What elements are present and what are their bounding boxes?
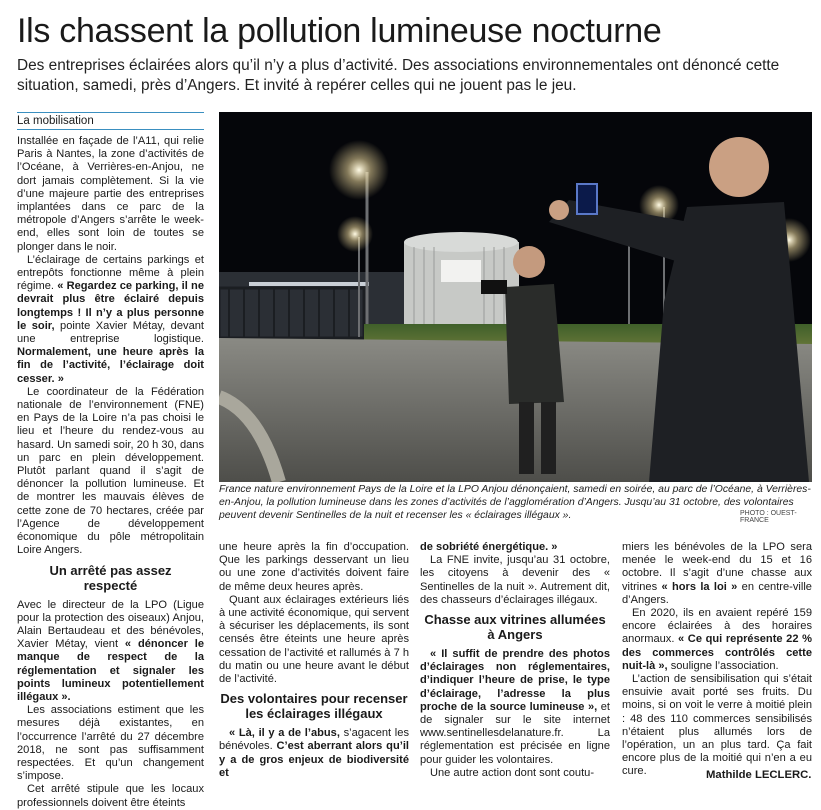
quote: « Il suffit de prendre des photos d’éclairages non réglementaires, d’indiquer l’heure de prise, le type d’éclairage, l’adresse la plus proche de la source lumineuse », <box>420 648 610 713</box>
quote: « Regardez ce parking, il ne devrait plus être éclairé depuis longtemps ! Il n’y a plus personne le soir, <box>17 280 205 332</box>
night-scene-illustration <box>219 112 812 482</box>
paragraph: Les associations estiment que les mesures déjà existantes, en l’occurrence l’arrêté du 27 décembre 2018, ne sont pas suffisamment respectées. Et qu’un changement s’impose. <box>17 704 204 783</box>
quote: de sobriété énergétique. » <box>420 541 558 553</box>
paragraph: L’action de sensibilisation qui s’était ensuivie avait porté ses fruits. Du moins, si on voit le verre à moitié plein : 48 des 110 commerces sensibilisés n’étaient plus allumés lors de l’opération, un an plus tard. Ça fait encore plus de la moitié qui n’en a eu cure. <box>622 673 812 778</box>
subheading: Des volontaires pour recenser les éclairages illégaux <box>220 691 408 722</box>
quote: Normalement, une heure après la fin de l’activité, l’éclairage doit cesser. » <box>17 346 204 385</box>
paragraph: Le coordinateur de la Fédération nationale de l’environnement (FNE) en Pays de la Loire n’a pas choisi le lieu et l’heure du rendez-vous au hasard. Un samedi soir, 20 h 30, dans un parc en plein développement. Plutôt parlant quand il s’agit de dénoncer la pollution lumineuse. Et de montrer les mauvais élèves de cette zone de 70 hectares, créée par l’Agence de développement économique du pôle métropolitain Loire Angers. <box>17 385 204 557</box>
subheading: Chasse aux vitrines allumées à Angers <box>424 612 606 643</box>
paragraph: « Il suffit de prendre des photos d’éclairages non réglementaires, d’indiquer l’heure de prise, le type d’éclairage, l’adresse la plus proche de la source lumineuse », et de signaler sur le site internet www.sentinellesdelanature.fr. La réglementation est précisée en ligne pour guider les volontaires. <box>420 648 610 766</box>
paragraph: miers les bénévoles de la LPO sera menée le week-end du 15 et 16 octobre. Il s’agit d’une chasse aux vitrines « hors la loi » en centre-ville d’Angers. <box>622 541 812 606</box>
subheading: Un arrêté pas assez respecté <box>49 562 172 593</box>
quote: « Ce qui représente 22 % des commerces contrôlés cette nuit-là », <box>622 633 812 672</box>
photo-credit: PHOTO : OUEST-FRANCE <box>740 510 797 524</box>
paragraph: « Là, il y a de l’abus, s’agacent les bénévoles. C’est aberrant alors qu’il y a de gros enjeux de biodiversité et <box>219 727 409 779</box>
standfirst: Des entreprises éclairées alors qu’il n’y a plus d’activité. Des associations environnementales ont dénoncé cette situation, samedi, près d’Angers. Et invité à repérer celles qui ne jouent pas le jeu. <box>17 57 780 94</box>
quote: « hors la loi » <box>661 580 738 593</box>
column-1 <box>17 135 204 810</box>
column-4 <box>622 541 812 779</box>
paragraph: Installée en façade de l’A11, qui relie Paris à Nantes, la zone d’activités de l’Océane, à Verrières-en-Anjou, ne dort jamais complètement. Si la vie d’une majeure partie des entreprises implantées dans ce parc de la métropole d’Angers s’arrête le week-end, elles sont loin de toutes se plonger dans le noir. <box>17 135 204 253</box>
paragraph: Une autre action dont sont coutu- <box>430 766 595 779</box>
section-rubric: La mobilisation <box>17 112 204 130</box>
paragraph <box>420 541 610 554</box>
quote: « dénoncer le manque de respect de la réglementation et signaler les points lumineux potentiellement illégaux ». <box>17 638 204 703</box>
paragraph: Cet arrêté stipule que les locaux professionnels doivent être éteints <box>17 783 204 809</box>
headline: Ils chassent la pollution lumineuse nocturne <box>17 12 662 50</box>
paragraph: La FNE invite, jusqu’au 31 octobre, les citoyens à devenir des « Sentinelles de la nuit ». Autrement dit, des chasseurs d’éclairages illégaux. <box>420 554 610 606</box>
quote: C’est aberrant alors qu’il y a de gros enjeux de biodiversité et <box>219 740 409 779</box>
column-3 <box>420 541 610 780</box>
paragraph: L’éclairage de certains parkings et entrepôts fonctionne même à plein régime. « Regardez ce parking, il ne devrait plus être éclairé depuis longtemps ! Il n’y a plus personne le soir, pointe Xavier Métay, devant une entreprise logistique. Normalement, une heure après la fin de l’activité, l’éclairage doit cesser. » <box>17 253 205 385</box>
author-signature: Mathilde LECLERC. <box>706 769 812 781</box>
column-2 <box>219 541 409 780</box>
paragraph: Quant aux éclairages extérieurs liés à une activité économique, qui servent à sécuriser les déplacements, ils sont censés être éteints une heure après cessation de l’activité et rallumés à 7 h du matin ou une heure avant le début de l’activité. <box>219 593 409 686</box>
photo-caption: France nature environnement Pays de la Loire et la LPO Anjou dénonçaient, samedi en soirée, au parc de l’Océane, à Verrières-en-Anjou, la pollution lumineuse dans les zones d’activités de l’agglomération d’Angers. Jusqu’au 31 octobre, des volontaires peuvent devenir Sentinelles de la nuit et recenser les « éclairages illégaux ». <box>219 484 811 521</box>
paragraph: Avec le directeur de la LPO (Ligue pour la protection des oiseaux) Anjou, Alain Bertaudeau et des bénévoles, Xavier Métay, vient « dénoncer le manque de respect de la réglementation et signaler les points lumineux potentiellement illégaux ». <box>17 598 204 703</box>
paragraph: une heure après la fin d’occupation. Que les parkings desservant un lieu ou une zone d’activités doivent faire de même deux heures après. <box>219 541 409 593</box>
paragraph: En 2020, ils en avaient repéré 159 encore éclairées à des horaires anormaux. « Ce qui représente 22 % des commerces contrôlés cette nuit-là », souligne l’association. <box>622 607 812 672</box>
article-photo <box>219 112 812 482</box>
quote: « Là, il y a de l’abus, <box>229 727 344 740</box>
